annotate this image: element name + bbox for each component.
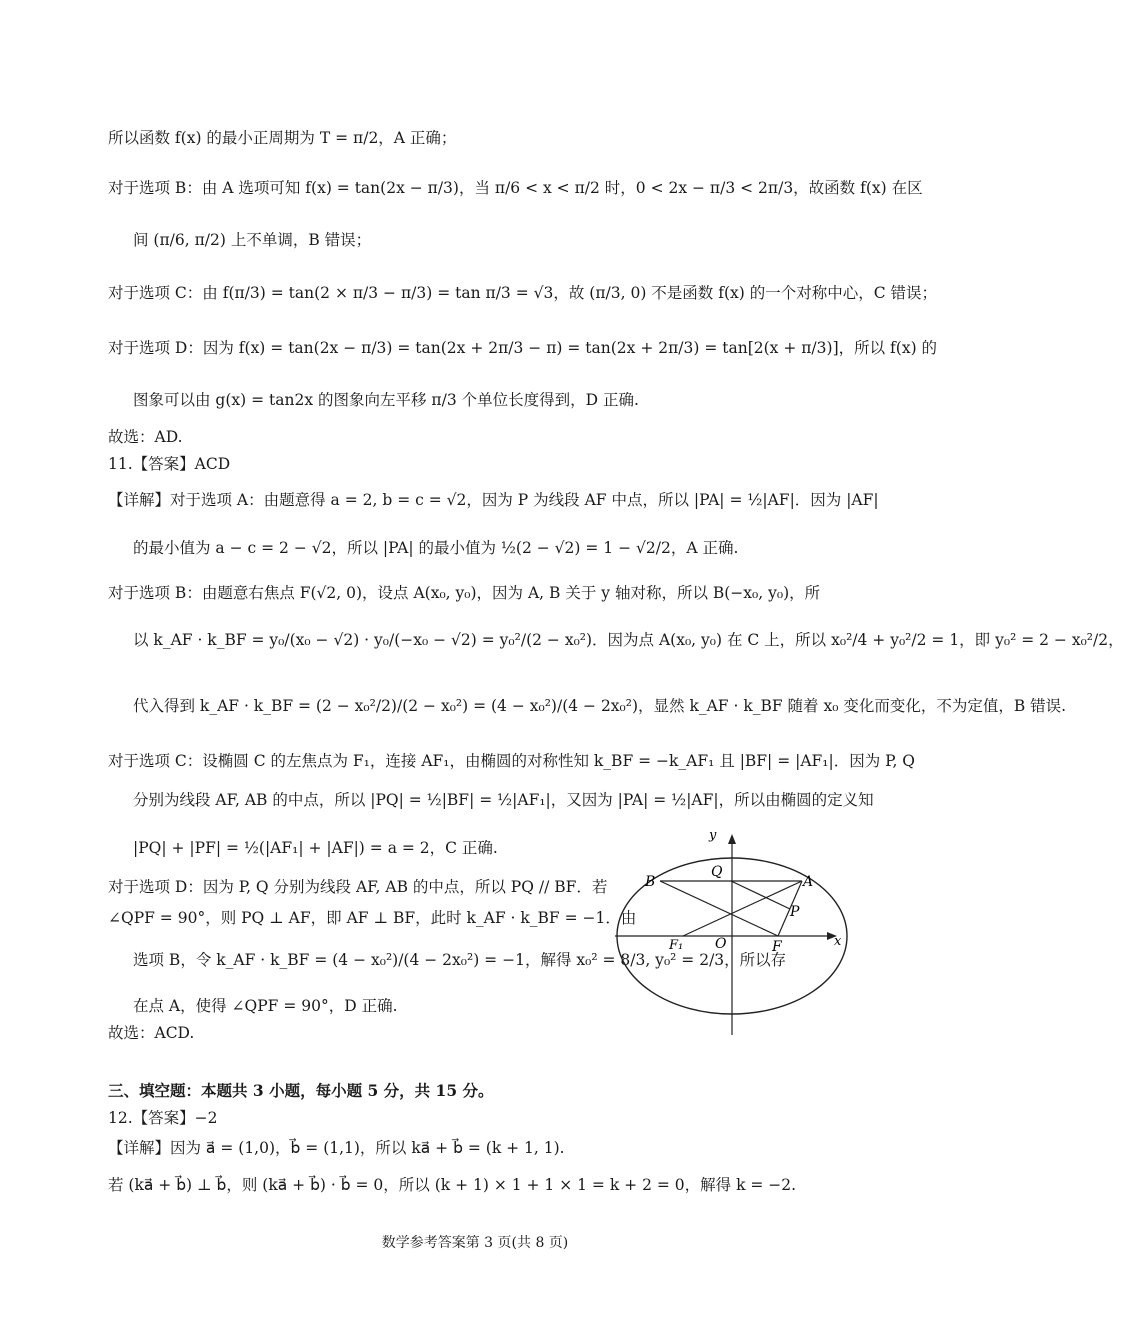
text-line: 对于选项 B：由题意右焦点 F(√2, 0)，设点 A(x₀, y₀)，因为 A, B 关于 y 轴对称，所以 B(−x₀, y₀)，所: [108, 584, 821, 602]
label-p: P: [790, 904, 800, 920]
label-o: O: [715, 936, 727, 952]
segment-bf: [660, 881, 778, 936]
text-line: 对于选项 D：因为 P, Q 分别为线段 AF, AB 的中点，所以 PQ // BF．若: [108, 878, 608, 896]
text-line: 在点 A，使得 ∠QPF = 90°，D 正确.: [133, 997, 398, 1015]
text-line: 的最小值为 a − c = 2 − √2，所以 |PA| 的最小值为 ½(2 − √2) = 1 − √2/2，A 正确.: [133, 539, 739, 557]
section-heading: 三、填空题：本题共 3 小题，每小题 5 分，共 15 分。: [108, 1081, 494, 1100]
text-line: ∠QPF = 90°，则 PQ ⊥ AF，即 AF ⊥ BF，此时 k_AF · k_BF = −1．由: [108, 909, 637, 927]
text-line: 故选：ACD.: [108, 1024, 195, 1042]
label-x: x: [834, 934, 842, 949]
text-line: 对于选项 D：因为 f(x) = tan(2x − π/3) = tan(2x + 2π/3 − π) = tan(2x + 2π/3) = tan[2(x + π/3)]，所以 f(x) 的: [108, 339, 938, 357]
ellipse-diagram: [605, 830, 850, 1040]
text-line: |PQ| + |PF| = ½(|AF₁| + |AF|) = a = 2，C 正确.: [133, 839, 498, 857]
text-line: 代入得到 k_AF · k_BF = (2 − x₀²/2)/(2 − x₀²) = (4 − x₀²)/(4 − 2x₀²)，显然 k_AF · k_BF 随着 x₀ 变化而变化，不为定值，B 错误.: [133, 697, 1067, 715]
label-q: Q: [711, 864, 723, 880]
segment-qp: [731, 881, 790, 909]
y-axis-arrow: [728, 834, 736, 844]
text-line: 12.【答案】−2: [108, 1109, 218, 1127]
text-line: 对于选项 C：由 f(π/3) = tan(2 × π/3 − π/3) = tan π/3 = √3，故 (π/3, 0) 不是函数 f(x) 的一个对称中心，C 错误；: [108, 284, 938, 302]
text-line: 图象可以由 g(x) = tan2x 的图象向左平移 π/3 个单位长度得到，D 正确.: [133, 391, 639, 409]
label-f: F: [772, 939, 782, 955]
label-a: A: [803, 874, 814, 890]
text-line: 对于选项 B：由 A 选项可知 f(x) = tan(2x − π/3)，当 π/6 < x < π/2 时，0 < 2x − π/3 < 2π/3，故函数 f(x) 在区: [108, 179, 923, 197]
text-line: 以 k_AF · k_BF = y₀/(x₀ − √2) · y₀/(−x₀ − √2) = y₀²/(2 − x₀²)．因为点 A(x₀, y₀) 在 C 上，所以 x₀²/4 + y₀²/2 = 1，即 y₀² = 2 − x₀²/2，: [133, 631, 1124, 649]
page-footer: 数学参考答案第 3 页(共 8 页): [381, 1235, 569, 1251]
text-line: 对于选项 C：设椭圆 C 的左焦点为 F₁，连接 AF₁，由椭圆的对称性知 k_BF = −k_AF₁ 且 |BF| = |AF₁|．因为 P, Q: [108, 752, 916, 770]
text-line: 所以函数 f(x) 的最小正周期为 T = π/2，A 正确；: [108, 129, 457, 147]
text-line: 11.【答案】ACD: [108, 455, 231, 473]
text-line: 选项 B，令 k_AF · k_BF = (4 − x₀²)/(4 − 2x₀²) = −1，解得 x₀² = 8/3, y₀² = 2/3，所以存: [133, 951, 787, 969]
text-line: 【详解】对于选项 A：由题意得 a = 2, b = c = √2，因为 P 为线段 AF 中点，所以 |PA| = ½|AF|．因为 |AF|: [108, 491, 879, 509]
text-line: 【详解】因为 a⃗ = (1,0)，b⃗ = (1,1)，所以 ka⃗ + b⃗ = (k + 1, 1).: [108, 1139, 565, 1157]
text-line: 故选：AD.: [108, 428, 183, 446]
label-f1: F₁: [669, 938, 684, 953]
text-line: 间 (π/6, π/2) 上不单调，B 错误；: [133, 231, 372, 249]
text-line: 若 (ka⃗ + b⃗) ⊥ b⃗，则 (ka⃗ + b⃗) · b⃗ = 0，所以 (k + 1) × 1 + 1 × 1 = k + 2 = 0，解得 k = −2.: [108, 1176, 797, 1194]
label-b: B: [645, 874, 656, 890]
label-y: y: [709, 828, 717, 843]
segment-af1: [683, 881, 802, 936]
text-line: 分别为线段 AF, AB 的中点，所以 |PQ| = ½|BF| = ½|AF₁|，又因为 |PA| = ½|AF|，所以由椭圆的定义知: [133, 791, 874, 809]
